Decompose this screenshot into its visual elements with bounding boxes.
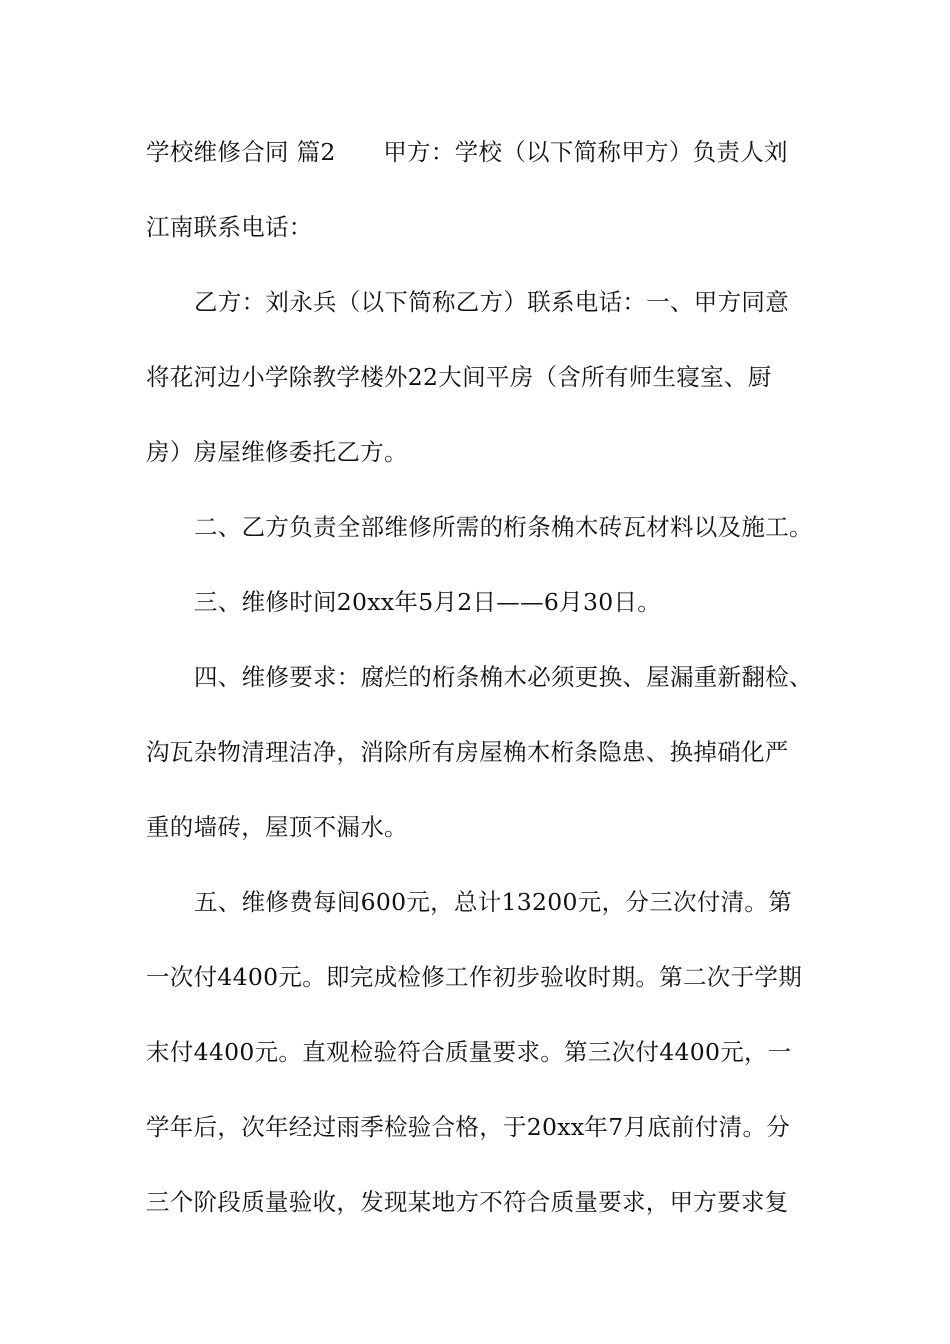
text-line-7: 三、维修时间20xx年5月2日——6月30日。 [194, 588, 662, 616]
text-line-4: 将花河边小学除教学楼外22大间平房（含所有师生寝室、厨 [146, 363, 772, 391]
text-line-10: 重的墙砖，屋顶不漏水。 [146, 813, 408, 841]
text-line-12: 一次付4400元。即完成检修工作初步验收时期。第二次于学期 [146, 963, 803, 991]
text-line-8: 四、维修要求：腐烂的桁条桷木必须更换、屋漏重新翻检、 [194, 663, 813, 691]
text-line-3: 乙方：刘永兵（以下简称乙方）联系电话：一、甲方同意 [194, 288, 789, 316]
text-line-9: 沟瓦杂物清理洁净，消除所有房屋桷木桁条隐患、换掉硝化严 [146, 738, 789, 766]
text-line-1: 学校维修合同 篇2 甲方：学校（以下简称甲方）负责人刘 [146, 138, 788, 166]
text-line-5: 房）房屋维修委托乙方。 [146, 438, 408, 466]
text-line-2: 江南联系电话： [146, 213, 313, 241]
text-line-6: 二、乙方负责全部维修所需的桁条桷木砖瓦材料以及施工。 [194, 513, 813, 541]
text-line-13: 末付4400元。直观检验符合质量要求。第三次付4400元，一 [146, 1038, 792, 1066]
text-line-11: 五、维修费每间600元，总计13200元，分三次付清。第 [194, 888, 793, 916]
text-line-15: 三个阶段质量验收，发现某地方不符合质量要求，甲方要求复 [146, 1188, 789, 1216]
text-line-14: 学年后，次年经过雨季检验合格，于20xx年7月底前付清。分 [146, 1113, 791, 1141]
